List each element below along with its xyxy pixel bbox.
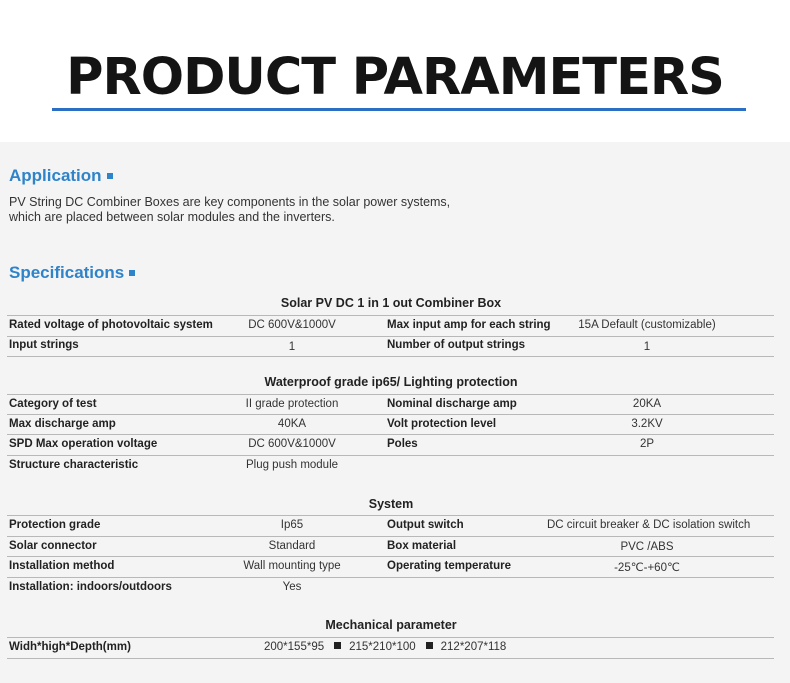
spec-row bbox=[7, 316, 774, 336]
spec-row bbox=[7, 336, 774, 356]
spec-label: Nominal discharge amp bbox=[387, 398, 517, 410]
spec-value: Wall mounting type bbox=[243, 560, 341, 572]
spec-label: Max input amp for each string bbox=[387, 319, 551, 331]
spec-value: DC circuit breaker & DC isolation switch bbox=[547, 519, 751, 531]
spec-label: Volt protection level bbox=[387, 418, 497, 430]
spec-label: Operating temperature bbox=[387, 560, 511, 572]
spec-value: PVC /ABS bbox=[620, 541, 674, 553]
spec-label: Installation: indoors/outdoors bbox=[9, 581, 172, 593]
spec-value: Standard bbox=[268, 540, 316, 552]
spec-row bbox=[7, 557, 774, 577]
spec-label: Poles bbox=[387, 438, 418, 450]
spec-value: 1 bbox=[288, 341, 296, 353]
spec-value: -25℃-+60℃ bbox=[614, 562, 680, 574]
protection-caption: Waterproof grade ip65/ Lighting protection bbox=[264, 375, 518, 389]
spec-label: Protection grade bbox=[9, 519, 101, 531]
spec-value: 3.2KV bbox=[631, 418, 663, 430]
spec-label: Rated voltage of photovoltaic system bbox=[9, 319, 213, 331]
specifications-heading bbox=[9, 263, 135, 283]
size-value: 212*207*118 bbox=[440, 641, 507, 653]
spec-value: 1 bbox=[643, 341, 651, 353]
spec-row bbox=[7, 395, 774, 415]
application-heading-text: Application bbox=[9, 166, 102, 185]
specifications-heading-text: Specifications bbox=[9, 263, 125, 282]
spec-value: DC 600V&1000V bbox=[248, 319, 336, 331]
title-underline bbox=[52, 108, 746, 111]
spec-value: Ip65 bbox=[280, 519, 304, 531]
spec-value: 20KA bbox=[632, 398, 662, 410]
divider bbox=[7, 356, 774, 357]
spec-value: Yes bbox=[282, 581, 302, 593]
spec-label: Category of test bbox=[9, 398, 97, 410]
spec-label: Number of output strings bbox=[387, 339, 525, 351]
application-line-1: PV String DC Combiner Boxes are key components in the solar power systems, bbox=[9, 195, 451, 209]
square-bullet-icon bbox=[334, 642, 341, 649]
spec-label: Installation method bbox=[9, 560, 115, 572]
spec-label: Input strings bbox=[9, 339, 79, 351]
spec-label: SPD Max operation voltage bbox=[9, 438, 158, 450]
application-text bbox=[9, 195, 450, 225]
spec-row bbox=[7, 516, 774, 536]
spec-value: Plug push module bbox=[245, 459, 339, 471]
size-list bbox=[264, 641, 506, 653]
hero-banner bbox=[0, 0, 790, 142]
spec-value: 15A Default (customizable) bbox=[578, 319, 716, 331]
application-heading bbox=[9, 166, 113, 186]
mechanical-caption: Mechanical parameter bbox=[325, 618, 457, 632]
spec-row bbox=[7, 578, 774, 598]
spec-row bbox=[7, 537, 774, 557]
size-value: 200*155*95 bbox=[264, 641, 325, 653]
spec-label: Output switch bbox=[387, 519, 464, 531]
spec-label: Box material bbox=[387, 540, 457, 552]
divider bbox=[7, 658, 774, 659]
application-line-2: which are placed between solar modules and the inverters. bbox=[9, 210, 335, 224]
spec-row bbox=[7, 456, 774, 476]
spec-row bbox=[7, 435, 774, 455]
spec-label: Max discharge amp bbox=[9, 418, 116, 430]
spec-row bbox=[7, 638, 774, 658]
spec-value: II grade protection bbox=[245, 398, 339, 410]
square-bullet-icon bbox=[107, 173, 113, 179]
spec-value: DC 600V&1000V bbox=[248, 438, 336, 450]
spec-row bbox=[7, 415, 774, 435]
box-caption: Solar PV DC 1 in 1 out Combiner Box bbox=[280, 296, 502, 310]
spec-value: 2P bbox=[639, 438, 655, 450]
size-value: 215*210*100 bbox=[349, 641, 416, 653]
square-bullet-icon bbox=[129, 270, 135, 276]
spec-label: Widh*high*Depth(mm) bbox=[9, 641, 131, 653]
system-caption: System bbox=[368, 497, 414, 511]
spec-label: Structure characteristic bbox=[9, 459, 139, 471]
spec-label: Solar connector bbox=[9, 540, 97, 552]
square-bullet-icon bbox=[426, 642, 433, 649]
page-title: PRODUCT PARAMETERS bbox=[66, 48, 724, 107]
spec-value: 40KA bbox=[277, 418, 307, 430]
